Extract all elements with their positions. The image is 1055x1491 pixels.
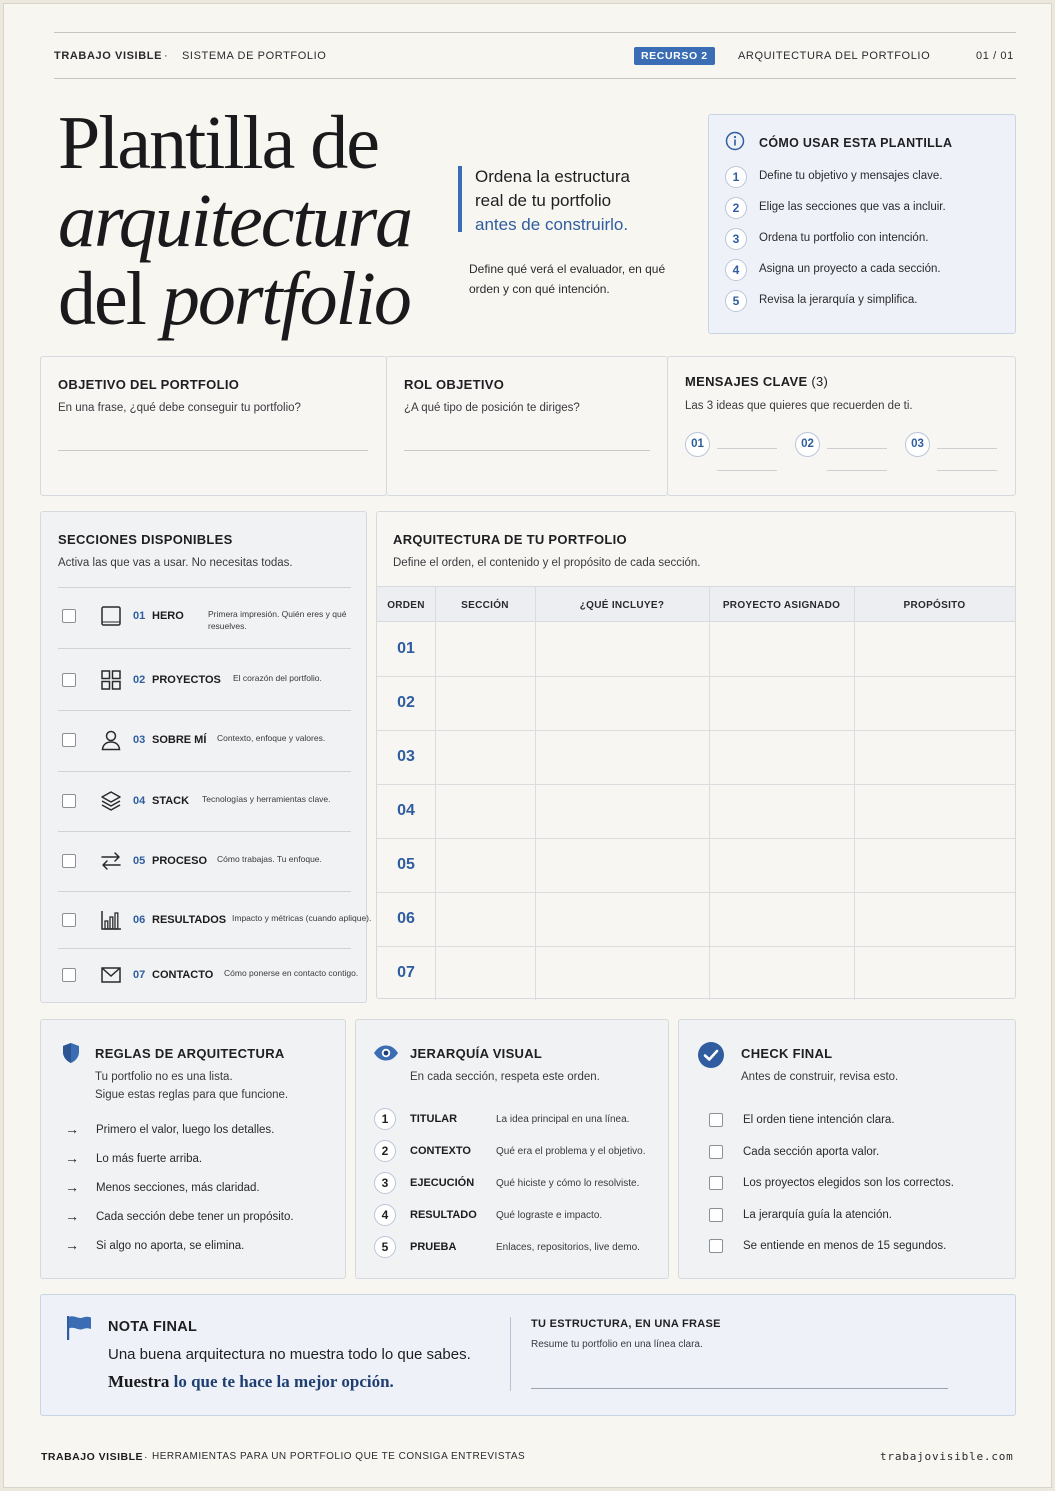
hierarchy-step-number: 5 [374, 1236, 396, 1258]
objective-title: OBJETIVO DEL PORTFOLIO [58, 377, 240, 392]
table-cell[interactable] [436, 677, 535, 730]
table-cell[interactable] [710, 785, 854, 838]
section-checkbox[interactable] [62, 913, 76, 927]
table-cell[interactable] [710, 947, 854, 1000]
layers-icon [100, 790, 122, 812]
table-cell[interactable] [855, 731, 1015, 784]
howto-step-text: Asigna un proyecto a cada sección. [759, 263, 941, 275]
header-doc-title: ARQUITECTURA DEL PORTFOLIO [738, 50, 931, 62]
section-name: SOBRE MÍ [152, 734, 207, 746]
architecture-card [376, 511, 1016, 999]
table-cell[interactable] [436, 839, 535, 892]
table-cell[interactable] [710, 677, 854, 730]
structure-prompt: Resume tu portfolio en una línea clara. [531, 1339, 703, 1350]
table-cell[interactable] [436, 731, 535, 784]
role-title: ROL OBJETIVO [404, 377, 505, 392]
section-description: Impacto y métricas (cuando aplique). [232, 913, 372, 923]
section-divider [58, 771, 351, 772]
rules-card [40, 1019, 346, 1279]
table-row-number: 02 [397, 694, 415, 711]
messages-title [685, 374, 828, 389]
section-number: 03 [133, 734, 146, 746]
header-rule-top [54, 32, 1016, 33]
chart-icon [100, 909, 122, 931]
rule-item: Si algo no aporta, se elimina. [96, 1240, 245, 1252]
section-name: RESULTADOS [152, 914, 227, 926]
section-name: PROCESO [152, 855, 208, 867]
howto-card [708, 114, 1016, 334]
title-line-1: Plantilla de [58, 101, 379, 185]
message-slot-number: 01 [685, 432, 710, 457]
check-checkbox[interactable] [709, 1208, 723, 1222]
role-input-line[interactable] [404, 450, 650, 451]
check-item: Cada sección aporta valor. [743, 1145, 880, 1158]
howto-step-number: 2 [725, 197, 747, 219]
info-icon [725, 131, 745, 151]
rules-sub-1: Tu portfolio no es una lista. [95, 1071, 233, 1083]
page-title [58, 101, 458, 341]
table-cell[interactable] [436, 947, 535, 1000]
arrow-right-icon: → [65, 1208, 79, 1224]
objective-prompt: En una frase, ¿qué debe conseguir tu portfolio? [58, 402, 301, 414]
note-line-2-a: Muestra [108, 1372, 170, 1391]
table-cell[interactable] [710, 893, 854, 946]
sections-divider [58, 587, 351, 588]
resource-badge: RECURSO 2 [634, 47, 715, 65]
eye-icon [373, 1045, 399, 1061]
hierarchy-step-description: Qué hiciste y cómo lo resolviste. [496, 1178, 640, 1189]
section-divider [58, 648, 351, 649]
messages-title-text: MENSAJES CLAVE [685, 374, 808, 389]
section-divider [58, 831, 351, 832]
intro-body-line-1: Define qué verá el evaluador, en qué [469, 262, 666, 276]
hierarchy-step-description: Qué era el problema y el objetivo. [496, 1146, 646, 1157]
rule-item: Lo más fuerte arriba. [96, 1153, 203, 1165]
table-cell[interactable] [436, 623, 535, 676]
rules-title: REGLAS DE ARQUITECTURA [95, 1046, 285, 1061]
section-description: Contexto, enfoque y valores. [217, 733, 326, 743]
section-number: 01 [133, 610, 146, 622]
table-row-number: 07 [397, 964, 415, 981]
hierarchy-card [355, 1019, 669, 1279]
table-row-number: 06 [397, 910, 415, 927]
section-checkbox[interactable] [62, 673, 76, 687]
table-cell[interactable] [536, 677, 709, 730]
arrow-right-icon: → [65, 1121, 79, 1137]
table-cell[interactable] [536, 839, 709, 892]
howto-step-text: Define tu objetivo y mensajes clave. [759, 170, 943, 182]
hierarchy-title: JERARQUÍA VISUAL [410, 1046, 543, 1061]
section-number: 04 [133, 795, 146, 807]
section-description: Cómo ponerse en contacto contigo. [224, 968, 359, 978]
note-title: NOTA FINAL [108, 1319, 198, 1335]
check-prompt: Antes de construir, revisa esto. [741, 1071, 899, 1083]
table-column-header: ¿QUÉ INCLUYE? [579, 600, 665, 611]
table-cell[interactable] [855, 677, 1015, 730]
message-input-line-2[interactable] [827, 470, 887, 471]
header-brand: TRABAJO VISIBLE [54, 50, 163, 62]
howto-step-number: 3 [725, 228, 747, 250]
table-cell[interactable] [536, 893, 709, 946]
hierarchy-step-name: CONTEXTO [410, 1145, 471, 1157]
howto-step-text: Revisa la jerarquía y simplifica. [759, 294, 918, 306]
section-divider [58, 948, 351, 949]
arrow-right-icon: → [65, 1237, 79, 1253]
sections-prompt: Activa las que vas a usar. No necesitas todas. [58, 557, 293, 569]
objective-input-line[interactable] [58, 450, 368, 451]
sections-title: SECCIONES DISPONIBLES [58, 532, 233, 547]
section-checkbox[interactable] [62, 733, 76, 747]
shield-icon [61, 1042, 81, 1064]
section-description: El corazón del portfolio. [233, 673, 322, 683]
intro-body [469, 259, 665, 299]
table-column-header: SECCIÓN [461, 600, 509, 611]
frame-icon [100, 605, 122, 627]
section-checkbox[interactable] [62, 609, 76, 623]
architecture-prompt: Define el orden, el contenido y el propósito de cada sección. [393, 557, 701, 569]
check-checkbox[interactable] [709, 1145, 723, 1159]
section-number: 06 [133, 914, 146, 926]
message-slot-number: 03 [905, 432, 930, 457]
message-input-line-2[interactable] [717, 470, 777, 471]
section-divider [58, 710, 351, 711]
intro-lead-line-2: real de tu portfolio [475, 191, 612, 210]
rule-item: Menos secciones, más claridad. [96, 1182, 260, 1194]
title-line-3a: del [58, 257, 145, 341]
howto-step-number: 1 [725, 166, 747, 188]
section-name: PROYECTOS [152, 674, 221, 686]
hierarchy-step-description: La idea principal en una línea. [496, 1114, 630, 1125]
table-cell[interactable] [855, 839, 1015, 892]
section-checkbox[interactable] [62, 968, 76, 982]
table-cell[interactable] [536, 947, 709, 1000]
table-cell[interactable] [536, 623, 709, 676]
table-row-number: 03 [397, 748, 415, 765]
section-number: 07 [133, 969, 146, 981]
table-cell[interactable] [855, 785, 1015, 838]
header-rule-bottom [54, 78, 1016, 79]
arrow-right-icon: → [65, 1150, 79, 1166]
message-input-line[interactable] [717, 448, 777, 449]
objective-card [40, 356, 387, 496]
message-input-line-2[interactable] [937, 470, 997, 471]
structure-input-line[interactable] [531, 1388, 948, 1389]
section-checkbox[interactable] [62, 854, 76, 868]
page-number: 01 / 01 [976, 50, 1014, 62]
table-cell[interactable] [436, 785, 535, 838]
mail-icon [100, 964, 122, 986]
table-cell[interactable] [536, 731, 709, 784]
check-item: La jerarquía guía la atención. [743, 1208, 892, 1221]
title-line-2: arquitectura [58, 179, 412, 263]
footer-separator: · [144, 1451, 148, 1463]
howto-step-text: Ordena tu portfolio con intención. [759, 232, 929, 244]
check-item: Se entiende en menos de 15 segundos. [743, 1240, 947, 1252]
rules-sub-2: Sigue estas reglas para que funcione. [95, 1089, 289, 1101]
check-checkbox[interactable] [709, 1176, 723, 1190]
note-card [40, 1294, 1016, 1416]
table-cell[interactable] [855, 623, 1015, 676]
check-card [678, 1019, 1016, 1279]
hierarchy-step-name: PRUEBA [410, 1241, 457, 1253]
section-description: Primera impresión. Quién eres y qué resuelves. [208, 609, 347, 631]
rule-item: Cada sección debe tener un propósito. [96, 1211, 294, 1223]
section-name: STACK [152, 795, 190, 807]
section-name: CONTACTO [152, 969, 214, 981]
note-line-2-b: lo que te hace la mejor opción. [173, 1372, 394, 1391]
header-system: SISTEMA DE PORTFOLIO [182, 50, 327, 62]
table-cell[interactable] [855, 893, 1015, 946]
check-checkbox[interactable] [709, 1113, 723, 1127]
messages-prompt: Las 3 ideas que quieres que recuerden de ti. [685, 400, 913, 412]
message-input-line[interactable] [937, 448, 997, 449]
hierarchy-prompt: En cada sección, respeta este orden. [410, 1071, 600, 1083]
section-number: 05 [133, 855, 146, 867]
structure-title: TU ESTRUCTURA, EN UNA FRASE [531, 1318, 721, 1330]
intro-lead-line-3: antes de construirlo. [475, 215, 629, 234]
section-description: Tecnologías y herramientas clave. [202, 794, 331, 804]
footer-brand: TRABAJO VISIBLE [41, 1451, 144, 1463]
header-separator: · [164, 50, 169, 62]
table-row-number: 04 [397, 802, 415, 819]
check-item: Los proyectos elegidos son los correctos. [743, 1177, 954, 1189]
check-item: El orden tiene intención clara. [743, 1114, 895, 1126]
section-checkbox[interactable] [62, 794, 76, 808]
section-number: 02 [133, 674, 146, 686]
swap-icon [100, 850, 122, 872]
hierarchy-step-name: RESULTADO [410, 1209, 477, 1221]
section-name: HERO [152, 610, 184, 622]
table-cell[interactable] [855, 947, 1015, 1000]
architecture-title: ARQUITECTURA DE TU PORTFOLIO [393, 532, 627, 547]
hierarchy-step-description: Enlaces, repositorios, live demo. [496, 1242, 640, 1253]
messages-count: (3) [811, 374, 829, 389]
note-line-1: Una buena arquitectura no muestra todo lo que sabes. [108, 1346, 471, 1363]
intro-body-line-2: orden y con qué intención. [469, 282, 610, 296]
hierarchy-step-number: 3 [374, 1172, 396, 1194]
section-divider [58, 891, 351, 892]
hierarchy-step-description: Qué lograste e impacto. [496, 1210, 603, 1221]
intro-accent-bar [458, 166, 462, 232]
table-cell[interactable] [436, 893, 535, 946]
table-row-number: 01 [397, 640, 415, 657]
hierarchy-step-name: TITULAR [410, 1113, 458, 1125]
table-cell[interactable] [710, 839, 854, 892]
table-cell[interactable] [536, 785, 709, 838]
table-column-header: PROPÓSITO [903, 600, 966, 611]
role-prompt: ¿A qué tipo de posición te diriges? [404, 402, 580, 414]
howto-step-number: 4 [725, 259, 747, 281]
intro-lead [475, 165, 630, 237]
intro-lead-line-1: Ordena la estructura [475, 167, 630, 186]
check-circle-icon [697, 1041, 725, 1069]
user-icon [100, 729, 122, 751]
howto-step-text: Elige las secciones que vas a incluir. [759, 201, 946, 213]
hierarchy-step-number: 1 [374, 1108, 396, 1130]
hierarchy-step-number: 4 [374, 1204, 396, 1226]
table-column-header: ORDEN [387, 600, 425, 611]
title-line-3b: portfolio [161, 257, 410, 341]
footer-url[interactable]: trabajovisible.com [880, 1450, 1014, 1463]
hierarchy-step-name: EJECUCIÓN [410, 1177, 475, 1189]
note-divider [510, 1317, 511, 1391]
arrow-right-icon: → [65, 1179, 79, 1195]
note-line-2 [108, 1372, 394, 1392]
message-slot-number: 02 [795, 432, 820, 457]
rule-item: Primero el valor, luego los detalles. [96, 1124, 275, 1136]
table-column-header: PROYECTO ASIGNADO [722, 600, 841, 611]
footer-tagline: HERRAMIENTAS PARA UN PORTFOLIO QUE TE CONSIGA ENTREVISTAS [152, 1451, 526, 1462]
hierarchy-step-number: 2 [374, 1140, 396, 1162]
table-cell[interactable] [710, 731, 854, 784]
howto-title: CÓMO USAR ESTA PLANTILLA [759, 136, 953, 150]
page [3, 3, 1052, 1488]
howto-step-number: 5 [725, 290, 747, 312]
role-card [386, 356, 668, 496]
sections-card [40, 511, 372, 1003]
grid-icon [100, 669, 122, 691]
flag-icon [65, 1315, 93, 1341]
table-cell[interactable] [710, 623, 854, 676]
table-row-number: 05 [397, 856, 415, 873]
check-checkbox[interactable] [709, 1239, 723, 1253]
messages-card [667, 356, 1016, 496]
message-input-line[interactable] [827, 448, 887, 449]
section-description: Cómo trabajas. Tu enfoque. [217, 854, 322, 864]
check-title: CHECK FINAL [741, 1046, 833, 1061]
